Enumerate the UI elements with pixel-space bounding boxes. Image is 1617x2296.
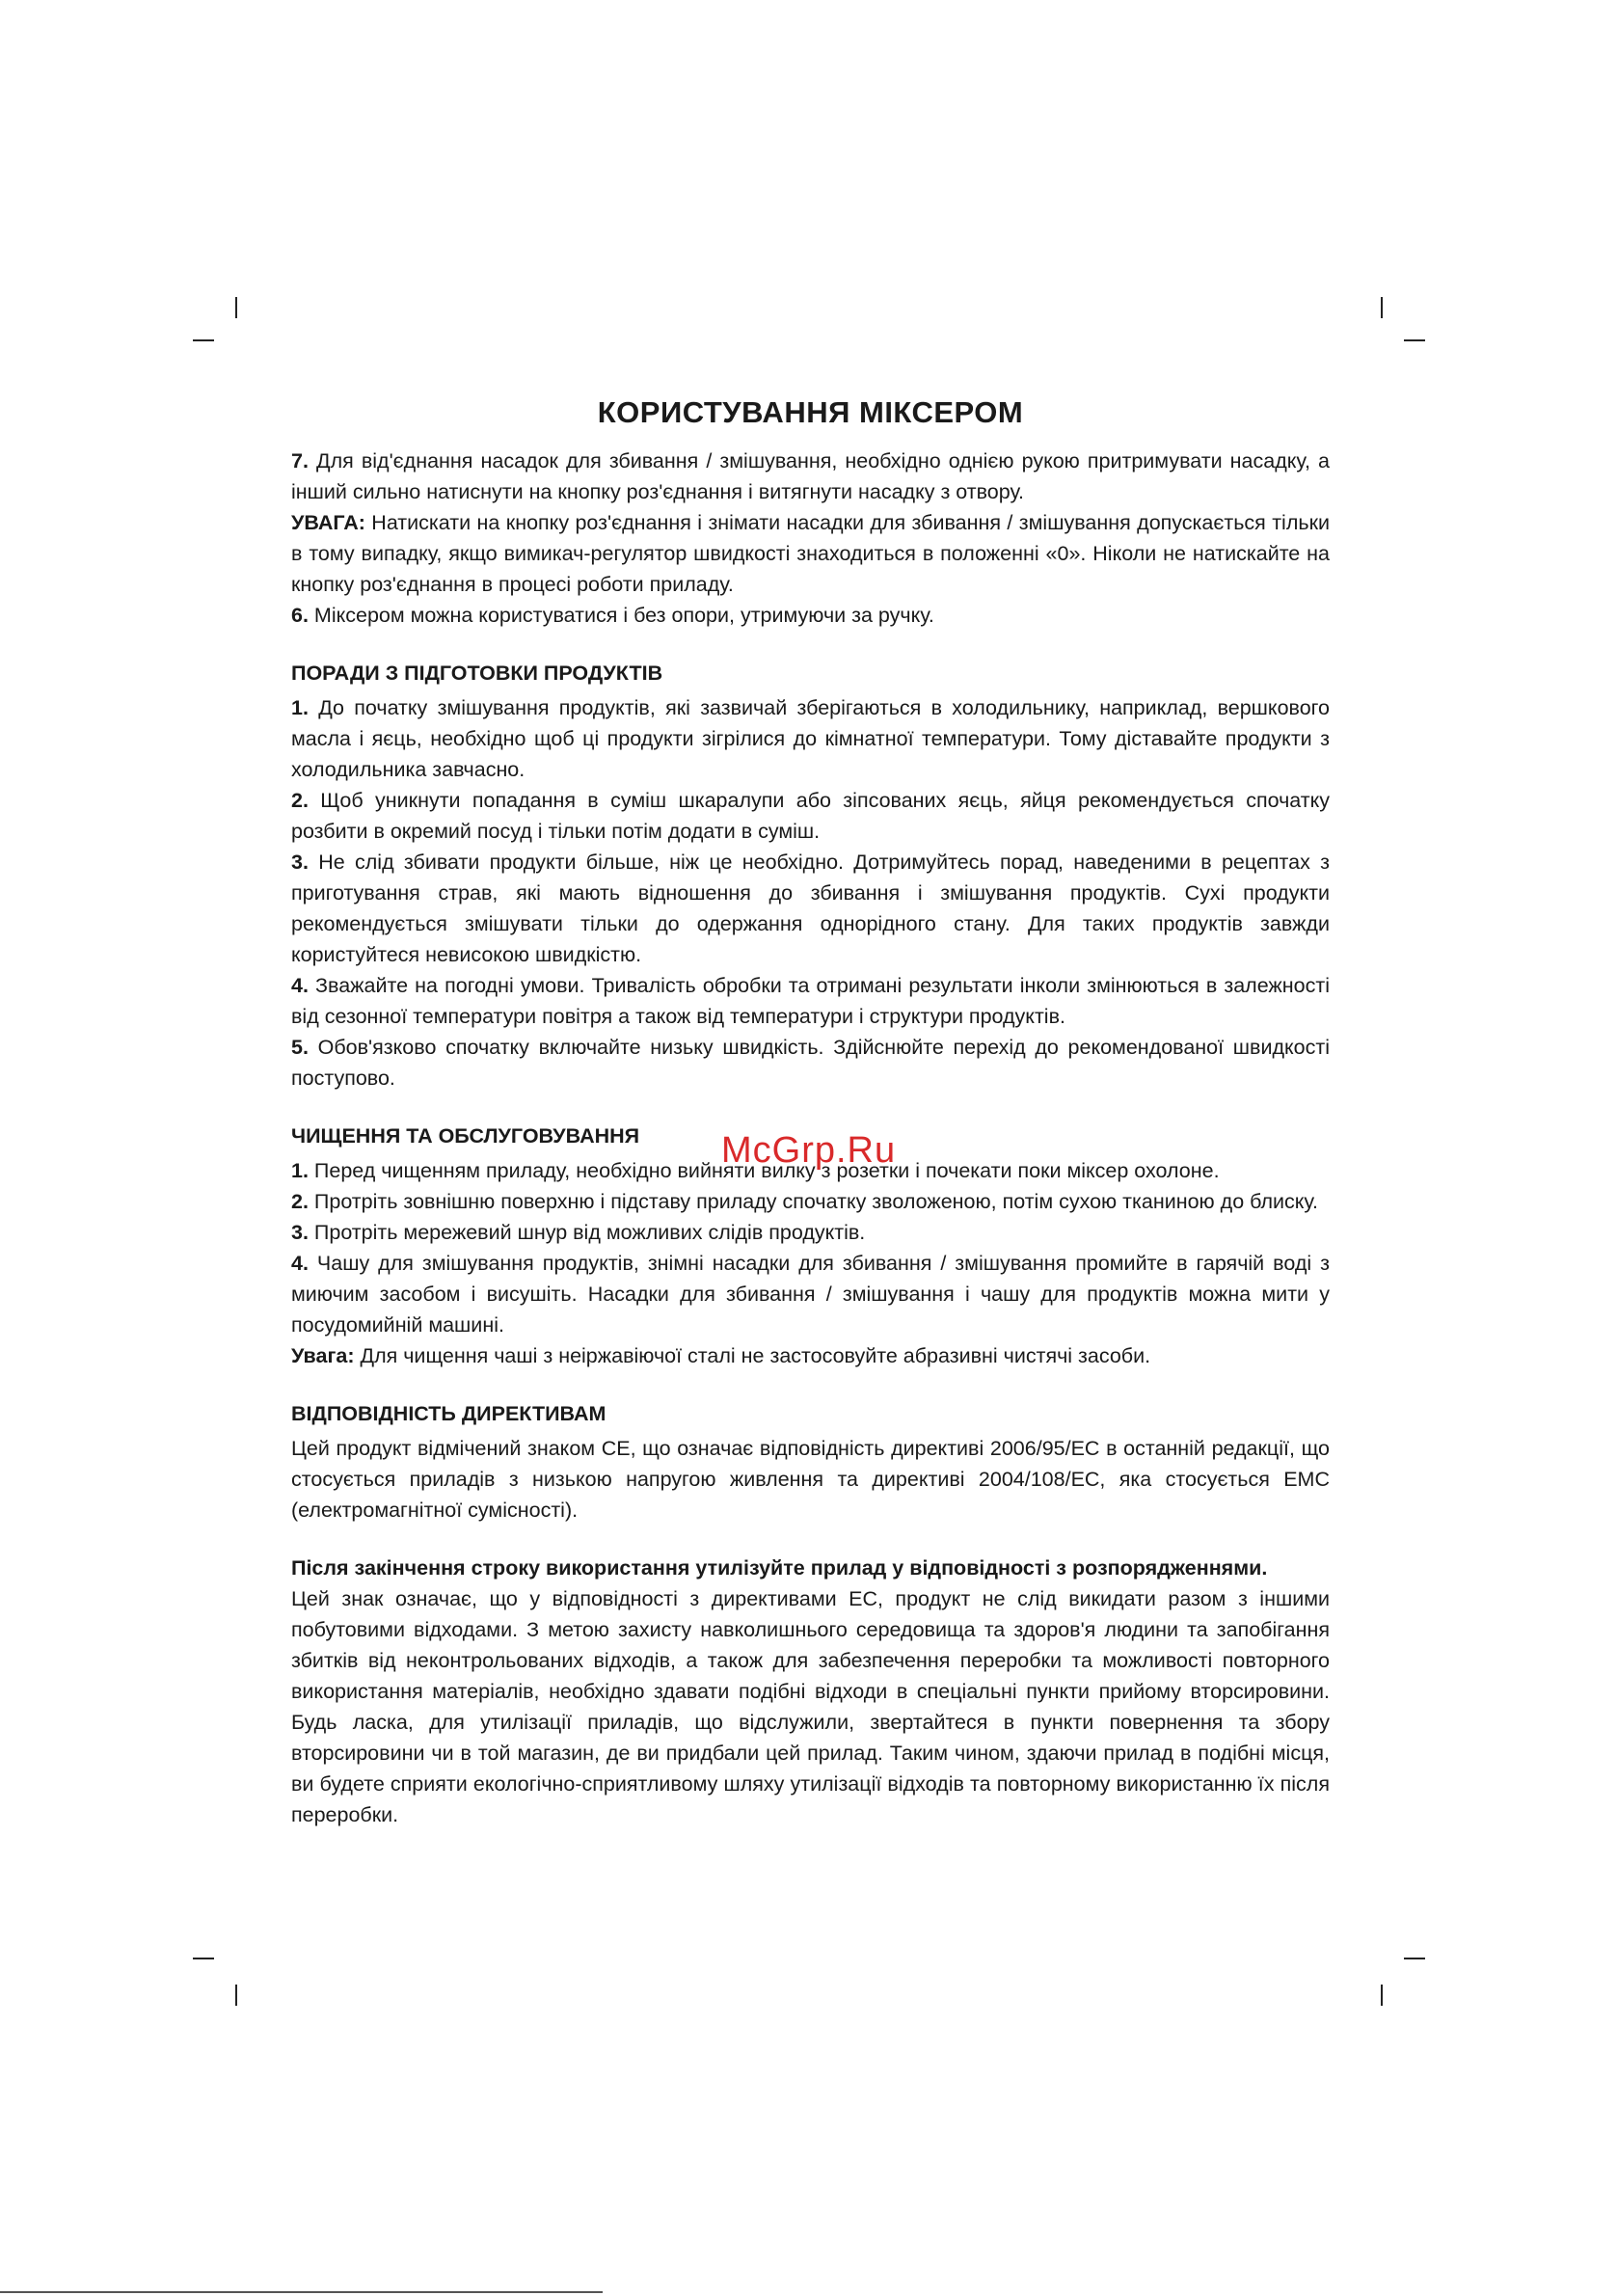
crop-mark-bottom-left-v <box>235 1985 237 2006</box>
page-title: КОРИСТУВАННЯ МІКСЕРОМ <box>597 395 1024 429</box>
list-item: 1. Перед чищенням приладу, необхідно вийняти вилку з розетки і почекати поки міксер охолоне. <box>291 1159 1220 1182</box>
list-item: 4. Чашу для змішування продуктів, знімні насадки для збивання / змішування промийте в гарячій воді з миючим засобом і висушіть. Насадки для збивання / змішування і чашу для продуктів можна мити у посудомийній машині. <box>291 1252 1330 1337</box>
section-heading-tips: ПОРАДИ З ПІДГОТОВКИ ПРОДУКТІВ <box>291 662 663 685</box>
intro-paragraph: 7. Для від'єднання насадок для збивання / змішування, необхідно однією рукою притримувати насадку, а інший сильно натиснути на кнопку роз'єднання і витягнути насадку з отвору. <box>291 449 1330 503</box>
crop-mark-top-right-h <box>1404 339 1425 341</box>
document-page <box>291 395 1330 1830</box>
watermark: McGrp.Ru <box>721 1130 897 1171</box>
crop-mark-bottom-right-v <box>1381 1985 1383 2006</box>
disposal-text: Цей знак означає, що у відповідності з директивами ЕС, продукт не слід викидати разом з іншими побутовими відходами. З метою захисту навколишнього середовища та здоров'я людини та запобігання збитків від неконтрольованих відходів, а також для забезпечення переробки та можливості повторного використання матеріалів, необхідно здавати подібні відходи в спеціальні пункти прийому вторсировини. Будь ласка, для утилізації приладів, що відслужили, звертайтеся в пункти повернення та збору вторсировини чи в той магазин, де ви придбали цей прилад. Таким чином, здаючи прилад в подібні місця, ви будете сприяти екологічно-сприятливому шляху утилізації відходів та повторному використанню їх після переробки. <box>291 1587 1330 1826</box>
crop-mark-top-left-v <box>235 297 237 318</box>
crop-mark-top-right-v <box>1381 297 1383 318</box>
list-item: 4. Зважайте на погодні умови. Тривалість обробки та отримані результати інколи змінюються в залежності від сезонної температури повітря а також від температури і структури продуктів. <box>291 974 1330 1028</box>
list-item: 3. Протріть мережевий шнур від можливих слідів продуктів. <box>291 1221 866 1244</box>
list-item: 2. Протріть зовнішню поверхню і підставу приладу спочатку зволоженою, потім сухою тканиною до блиску. <box>291 1190 1318 1213</box>
warning-paragraph: УВАГА: Натискати на кнопку роз'єднання і знімати насадки для збивання / змішування допускається тільки в тому випадку, якщо вимикач-регулятор швидкості знаходиться в положенні «0». Ніколи не натискайте на кнопку роз'єднання в процесі роботи приладу. <box>291 511 1330 596</box>
tips-section <box>291 658 1330 1094</box>
crop-mark-top-left-h <box>193 339 214 341</box>
list-item: 2. Щоб уникнути попадання в суміш шкаралупи або зіпсованих яєць, яйця рекомендується спочатку розбити в окремий посуд і тільки потім додати в суміш. <box>291 789 1330 843</box>
footer-divider <box>0 2291 603 2293</box>
list-item: 5. Обов'язково спочатку включайте низьку швидкість. Здійснюйте перехід до рекомендованої швидкості поступово. <box>291 1036 1330 1090</box>
intro-section <box>291 446 1330 631</box>
list-item: 1. До початку змішування продуктів, які зазвичай зберігаються в холодильнику, наприклад, вершкового масла і яєць, необхідно щоб ці продукти зігрілися до кімнатної температури. Тому діставайте продукти з холодильника завчасно. <box>291 696 1330 781</box>
intro-paragraph: 6. Міксером можна користуватися і без опори, утримуючи за ручку. <box>291 604 934 627</box>
compliance-section <box>291 1398 1330 1526</box>
list-item: Увага: Для чищення чаші з неіржавіючої сталі не застосовуйте абразивні чистячі засоби. <box>291 1344 1151 1367</box>
crop-mark-bottom-left-h <box>193 1958 214 1959</box>
section-heading-compliance: ВІДПОВІДНІСТЬ ДИРЕКТИВАМ <box>291 1402 606 1425</box>
disposal-section <box>291 1553 1330 1830</box>
disposal-heading: Після закінчення строку використання утилізуйте прилад у відповідності з розпорядженнями. <box>291 1556 1268 1580</box>
compliance-text: Цей продукт відмічений знаком CE, що означає відповідність директиві 2006/95/EC в останній редакції, що стосується приладів з низькою напругою живлення та директиві 2004/108/EC, яка стосується EMC (електромагнітної сумісності). <box>291 1437 1330 1522</box>
list-item: 3. Не слід збивати продукти більше, ніж це необхідно. Дотримуйтесь порад, наведеними в рецептах з приготування страв, які мають відношення до збивання і змішування продуктів. Сухі продукти рекомендується змішувати тільки до одержання однорідного стану. Для таких продуктів завжди користуйтеся невисокою швидкістю. <box>291 851 1330 966</box>
crop-mark-bottom-right-h <box>1404 1958 1425 1959</box>
section-heading-cleaning: ЧИЩЕННЯ ТА ОБСЛУГОВУВАННЯ <box>291 1124 640 1148</box>
